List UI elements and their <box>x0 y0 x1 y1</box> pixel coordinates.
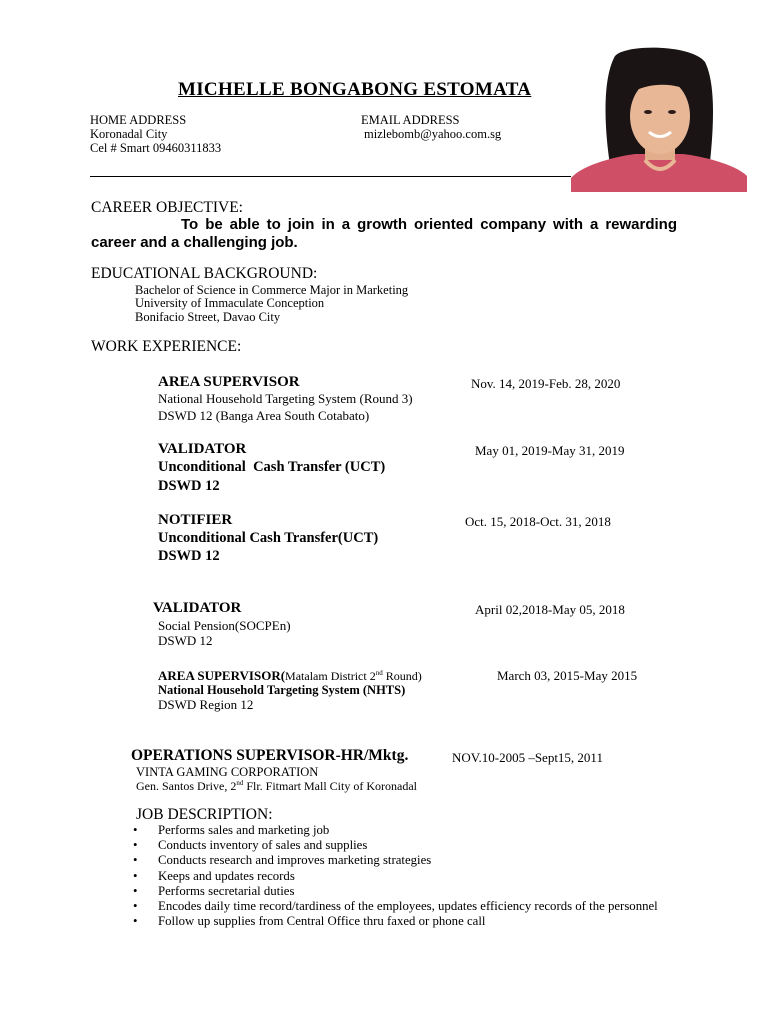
job-description-heading: JOB DESCRIPTION: <box>136 806 273 823</box>
job-detail: Social Pension(SOCPEn) <box>158 618 291 633</box>
job-detail: VINTA GAMING CORPORATION <box>136 765 319 779</box>
job-title: VALIDATOR <box>153 600 242 616</box>
job-dates: NOV.10-2005 –Sept15, 2011 <box>452 750 603 765</box>
education-school: University of Immaculate Conception <box>135 296 325 310</box>
education-heading: EDUCATIONAL BACKGROUND: <box>91 265 318 282</box>
list-item: • Conducts inventory of sales and supplies <box>130 838 680 853</box>
job-detail: DSWD 12 <box>158 478 220 494</box>
job-detail: DSWD 12 <box>158 548 220 564</box>
job-detail: DSWD Region 12 <box>158 697 254 712</box>
career-objective-heading: CAREER OBJECTIVE: <box>91 199 243 216</box>
list-item: • Follow up supplies from Central Office thru faxed or phone call <box>130 914 680 929</box>
job-description-list <box>130 823 680 929</box>
job-title-note-text: Round) <box>382 669 422 683</box>
education-address: Bonifacio Street, Davao City <box>135 310 281 324</box>
career-objective-text <box>91 216 677 252</box>
job-title: NOTIFIER <box>158 512 233 528</box>
home-city: Koronadal City <box>90 127 168 141</box>
list-item: • Keeps and updates records <box>130 869 680 884</box>
list-item: • Encodes daily time record/tardiness of the employees, updates efficiency records of the personnel <box>130 899 680 914</box>
job-title-note-text: Matalam District 2 <box>285 669 376 683</box>
job-dates: Oct. 15, 2018-Oct. 31, 2018 <box>465 514 611 529</box>
job-dates: Nov. 14, 2019-Feb. 28, 2020 <box>471 376 621 391</box>
job-title: AREA SUPERVISOR <box>158 374 300 390</box>
header-divider <box>90 176 635 177</box>
career-objective-body: To be able to join in a growth oriented company with a rewarding career and a challenging job. <box>91 216 677 251</box>
job-dates: March 03, 2015-May 2015 <box>497 668 638 683</box>
phone-number: Cel # Smart 09460311833 <box>90 141 222 155</box>
profile-photo <box>571 46 747 192</box>
job-detail-text: Gen. Santos Drive, 2 <box>136 779 237 793</box>
list-item: • Performs sales and marketing job <box>130 823 680 838</box>
job-detail: National Household Targeting System (NHTS) <box>158 683 406 697</box>
job-dates: April 02,2018-May 05, 2018 <box>475 602 625 617</box>
job-detail: Unconditional Cash Transfer(UCT) <box>158 530 379 546</box>
job-title: VALIDATOR <box>158 441 247 457</box>
list-item: • Performs secretarial duties <box>130 884 680 899</box>
job-title: OPERATIONS SUPERVISOR-HR/Mktg. <box>131 747 409 764</box>
work-experience-heading: WORK EXPERIENCE: <box>91 338 242 355</box>
job-title-note <box>285 669 422 683</box>
job-detail-sup: nd <box>236 779 244 787</box>
job-title-note-sup: nd <box>375 669 383 677</box>
job-detail: Unconditional Cash Transfer (UCT) <box>158 459 386 475</box>
education-degree: Bachelor of Science in Commerce Major in Marketing <box>135 283 409 297</box>
job-detail: National Household Targeting System (Round 3) <box>158 391 413 406</box>
job-detail-text: Flr. Fitmart Mall City of Koronadal <box>243 779 417 793</box>
job-dates: May 01, 2019-May 31, 2019 <box>475 443 625 458</box>
email-value: mizlebomb@yahoo.com.sg <box>364 127 502 141</box>
job-title: AREA SUPERVISOR( <box>158 668 286 683</box>
resume-name: MICHELLE BONGABONG ESTOMATA <box>178 79 532 100</box>
job-detail <box>136 779 417 794</box>
home-address-label: HOME ADDRESS <box>90 113 187 127</box>
job-detail: DSWD 12 (Banga Area South Cotabato) <box>158 408 370 423</box>
job-detail: DSWD 12 <box>158 633 213 648</box>
list-item: • Conducts research and improves marketing strategies <box>130 853 680 868</box>
email-address-label: EMAIL ADDRESS <box>361 113 460 127</box>
